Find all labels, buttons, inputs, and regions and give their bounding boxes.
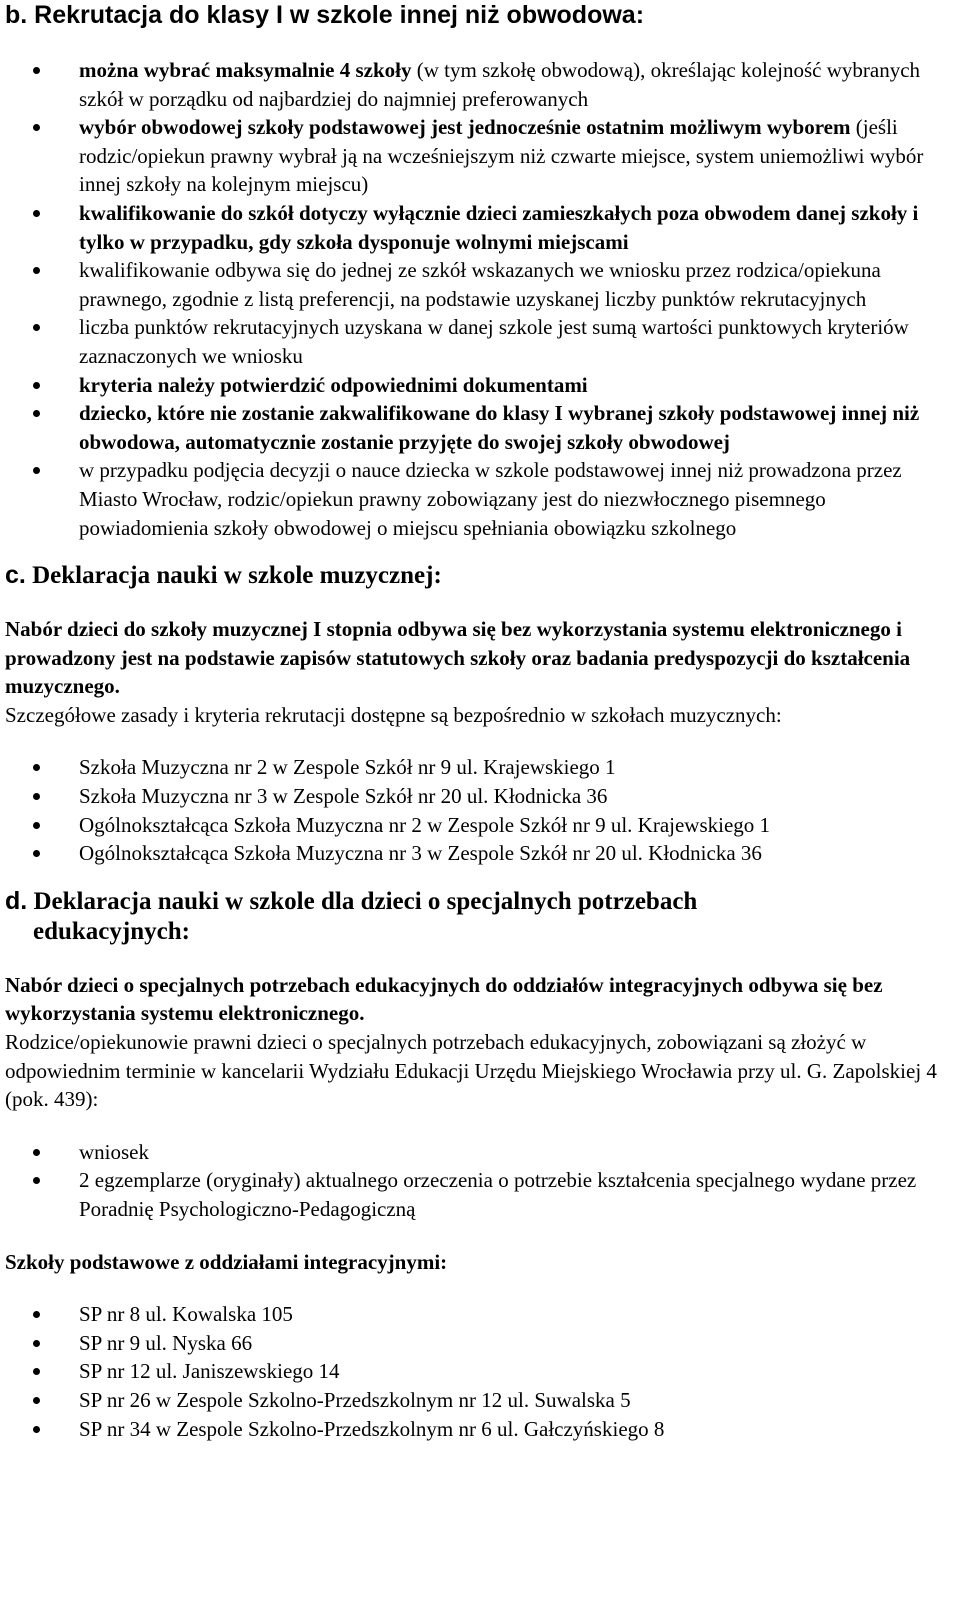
bullet-icon [33,822,40,829]
list-item-text: SP nr 8 ul. Kowalska 105 [79,1302,293,1327]
section-d-heading [5,886,955,947]
list-item [5,56,955,113]
section-b-heading [5,0,955,30]
list-item-text: Ogólnokształcąca Szkoła Muzyczna nr 3 w Zespole Szkół nr 20 ul. Kłodnicka 36 [79,841,762,866]
list-item [5,199,955,256]
list-item [5,1166,955,1223]
list-item-bold: wybór obwodowej szkoły podstawowej jest jednocześnie ostatnim możliwym wyborem [79,115,851,140]
bullet-icon [33,1149,40,1156]
list-item-text: Szkoła Muzyczna nr 2 w Zespole Szkół nr 9 ul. Krajewskiego 1 [79,755,616,780]
section-d-title-line1: Deklaracja nauki w szkole dla dzieci o specjalnych potrzebach [27,887,698,915]
section-b-title: Rekrutacja do klasy I w szkole innej niż obwodowa: [27,1,645,29]
bullet-icon [33,1311,40,1318]
integration-schools-heading: Szkoły podstawowe z oddziałami integracyjnymi: [5,1249,448,1274]
section-d-intro-text: Rodzice/opiekunowie prawni dzieci o specjalnych potrzebach edukacyjnych, zobowiązani są złożyć w odpowiednim terminie w kancelarii Wydziału Edukacji Urzędu Miejskiego Wrocławia przy ul. G. Zapolskiej 4 (pok. 439): [5,1030,937,1112]
bullet-icon [33,793,40,800]
music-schools-list [5,753,955,867]
bullet-icon [33,382,40,389]
document-page [5,0,955,1443]
list-item-text: SP nr 34 w Zespole Szkolno-Przedszkolnym nr 6 ul. Gałczyńskiego 8 [79,1416,665,1441]
list-item-text: w przypadku podjęcia decyzji o nauce dziecka w szkole podstawowej innej niż prowadzona przez Miasto Wrocław, rodzic/opiekun prawny zobowiązany jest do niezwłocznego pisemnego powiadomienia szkoły obwodowej o miejscu spełniania obowiązku szkolnego [79,458,902,540]
list-item-bold: kwalifikowanie do szkół dotyczy wyłącznie dzieci zamieszkałych poza obwodem danej szkoły i tylko w przypadku, gdy szkoła dysponuje wolnymi miejscami [79,200,919,254]
list-item-text: (jeśli rodzic/opiekun prawny wybrał ją na wcześniejszym niż czwarte miejsce, system uniemożliwi wybór innej szkoły na kolejnym miejscu) [79,115,924,197]
section-c-letter: c. [5,561,26,590]
list-item [5,313,955,370]
section-d-intro-bold: Nabór dzieci o specjalnych potrzebach edukacyjnych do oddziałów integracyjnych odbywa się bez wykorzystania systemu elektronicznego. [5,972,883,1026]
list-item [5,1386,955,1415]
bullet-icon [33,124,40,131]
list-item [5,1300,955,1329]
list-item [5,753,955,782]
list-item-text: 2 egzemplarze (oryginały) aktualnego orzeczenia o potrzebie kształcenia specjalnego wydane przez Poradnię Psychologiczno-Pedagogiczną [79,1168,917,1221]
list-item [5,399,955,456]
bullet-icon [33,764,40,771]
list-item-text: kwalifikowanie odbywa się do jednej ze szkół wskazanych we wniosku przez rodzica/opiekuna prawnego, zgodnie z listą preferencji, na podstawie uzyskanej liczby punktów rekrutacyjnych [79,258,881,311]
bullet-icon [33,1177,40,1184]
bullet-icon [33,467,40,474]
bullet-icon [33,410,40,417]
list-item-text: wniosek [79,1139,149,1164]
list-item [5,113,955,199]
list-item [5,1329,955,1358]
list-item [5,1357,955,1386]
list-item [5,256,955,313]
list-item-text: Ogólnokształcąca Szkoła Muzyczna nr 2 w Zespole Szkół nr 9 ul. Krajewskiego 1 [79,812,771,837]
bullet-icon [33,210,40,217]
list-item [5,1138,955,1167]
list-item [5,811,955,840]
bullet-icon [33,850,40,857]
section-c-heading [5,560,955,591]
section-c-intro-bold: Nabór dzieci do szkoły muzycznej I stopnia odbywa się bez wykorzystania systemu elektronicznego i prowadzony jest na podstawie zapisów statutowych szkoły oraz badania predyspozycji do kształcenia muzycznego. [5,617,911,699]
bullet-icon [33,67,40,74]
list-item-text: SP nr 12 ul. Janiszewskiego 14 [79,1359,340,1384]
section-d-title-line2: edukacyjnych: [33,917,190,945]
list-item-bold: można wybrać maksymalnie 4 szkoły [79,58,412,82]
section-d-letter: d. [5,886,28,915]
bullet-icon [33,1397,40,1404]
list-item [5,456,955,542]
section-b-list [5,56,955,542]
bullet-icon [33,1340,40,1347]
section-c-title: Deklaracja nauki w szkole muzycznej: [25,562,442,590]
list-item-text: Szkoła Muzyczna nr 3 w Zespole Szkół nr 20 ul. Kłodnicka 36 [79,784,608,809]
list-item [5,1415,955,1444]
bullet-icon [33,267,40,274]
list-item-bold: kryteria należy potwierdzić odpowiednimi dokumentami [79,372,588,397]
list-item-text: SP nr 26 w Zespole Szkolno-Przedszkolnym nr 12 ul. Suwalska 5 [79,1387,631,1412]
list-item-text: (w tym szkołę obwodową), określając kolejność wybranych szkół w porządku od najbardziej do najmniej preferowanych [79,58,921,111]
bullet-icon [33,1368,40,1375]
section-c-intro-text: Szczegółowe zasady i kryteria rekrutacji dostępne są bezpośrednio w szkołach muzycznych: [5,702,782,727]
list-item [5,371,955,400]
bullet-icon [33,324,40,331]
bullet-icon [33,1426,40,1433]
integration-schools-list [5,1300,955,1443]
list-item-text: SP nr 9 ul. Nyska 66 [79,1330,253,1355]
section-b-letter: b. [5,1,28,29]
list-item [5,839,955,868]
list-item-text: liczba punktów rekrutacyjnych uzyskana w danej szkole jest sumą wartości punktowych kryteriów zaznaczonych we wniosku [79,315,909,368]
list-item [5,782,955,811]
list-item-bold: dziecko, które nie zostanie zakwalifikowane do klasy I wybranej szkoły podstawowej innej niż obwodowa, automatycznie zostanie przyjęte do swojej szkoły obwodowej [79,401,920,454]
required-documents-list [5,1138,955,1224]
